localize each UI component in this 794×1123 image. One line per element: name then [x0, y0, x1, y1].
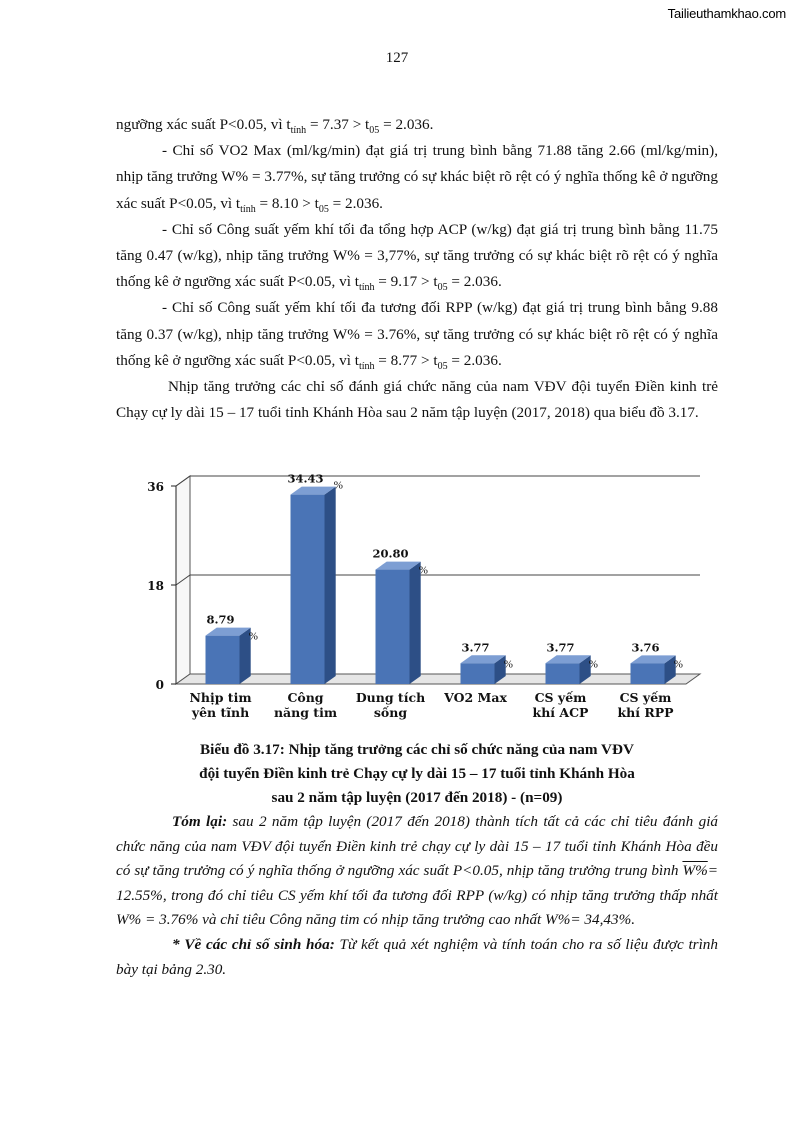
text-run: = 2.036. — [379, 116, 434, 133]
overline-symbol: W% — [682, 862, 708, 880]
x-tick-label: khí RPP — [617, 705, 674, 720]
data-label: 3.77 — [461, 640, 490, 655]
text-run: - Chỉ số Công suất yếm khí tối đa tương đối RPP (w/kg) đạt giá trị trung bình bằng 9.88 tăng 0.37 (w/kg), nhịp tăng trưởng W% = 3.76%, sự tăng trưởng có sự khác biệt rõ rệt có ý nghĩa thống kê ở ngưỡng xác suất P<0.05, vì t — [116, 299, 718, 369]
data-unit: % — [248, 630, 258, 643]
subscript: tính — [290, 125, 307, 137]
paragraph-acp — [116, 217, 718, 296]
x-tick-label: năng tim — [273, 705, 338, 720]
body-text — [116, 112, 718, 426]
text-run: ngưỡng xác suất P<0.05, vì t — [116, 116, 291, 133]
x-tick-label: yên tĩnh — [191, 705, 250, 720]
summary-paragraph — [116, 810, 718, 933]
subscript: tính — [240, 203, 256, 215]
x-tick-label: CS yếm — [619, 690, 672, 705]
subscript: 05 — [437, 282, 448, 294]
x-tick-label: Dung tích — [355, 690, 426, 705]
paragraph-rpp — [116, 295, 718, 374]
biochem-label: * Về các chỉ số sinh hóa: — [172, 935, 335, 953]
subscript: tính — [358, 360, 375, 372]
x-tick-label: Công — [287, 690, 324, 705]
paragraph-vo2max — [116, 138, 718, 217]
text-run: sau 2 năm tập luyện (2017 đến 2018) thành tích tất cả các chỉ tiêu đánh giá chức năng của nam VĐV đội tuyển Điền kinh trẻ chạy cự ly dài 15 – 17 tuổi tỉnh Khánh Hòa đều có sự tăng trưởng có ý nghĩa thống ở ngưỡng xác suất P<0.05, nhịp tăng trưởng trung bình — [116, 813, 719, 880]
x-tick-label: sống — [373, 705, 408, 720]
y-tick-label: 0 — [155, 678, 164, 692]
text-run: = 2.036. — [447, 351, 502, 369]
x-tick-label: CS yếm — [534, 690, 587, 705]
data-unit: % — [588, 658, 598, 671]
paragraph-intro-chart: Nhịp tăng trưởng các chỉ số đánh giá chức năng của nam VĐV đội tuyển Điền kinh trẻ Chạy cự ly dài 15 – 17 tuổi tỉnh Khánh Hòa sau 2 năm tập luyện (2017, 2018) qua biểu đồ 3.17. — [116, 378, 718, 422]
text-run: Từ kết quả xét nghiệm và tính toán cho ra số liệu được trình bày tại bảng 2.30. — [116, 935, 718, 978]
text-run: = 8.77 > t — [374, 351, 438, 369]
data-label: 34.43 — [287, 471, 324, 486]
text-run: = 8.10 > t — [255, 194, 319, 212]
bar — [206, 636, 240, 684]
data-label: 20.80 — [372, 546, 409, 561]
bar — [291, 495, 325, 684]
text-run: = 2.036. — [447, 273, 502, 291]
subscript: tính — [358, 282, 375, 294]
y-tick-label: 18 — [147, 579, 164, 593]
chart-floor — [176, 674, 700, 684]
bar-side — [410, 562, 421, 684]
caption-line: đội tuyển Điền kinh trẻ Chạy cự ly dài 15 – 17 tuổi tỉnh Khánh Hòa — [199, 765, 635, 782]
summary-text — [116, 810, 718, 982]
x-tick-label: khí ACP — [532, 705, 589, 720]
bar-side — [325, 487, 336, 684]
bar — [461, 663, 495, 684]
data-label: 3.76 — [631, 640, 660, 655]
subscript: 05 — [318, 203, 329, 215]
text-run: = 9.17 > t — [374, 273, 438, 291]
data-unit: % — [673, 658, 683, 671]
data-label: 3.77 — [546, 640, 575, 655]
caption-line: Biểu đồ 3.17: Nhịp tăng trưởng các chỉ số chức năng của nam VĐV — [200, 741, 634, 758]
chart-figure — [118, 462, 718, 730]
data-unit: % — [418, 564, 428, 577]
page-number: 127 — [385, 50, 409, 66]
summary-label: Tóm lại: — [172, 813, 228, 830]
biochem-paragraph — [116, 933, 718, 982]
gridline — [176, 476, 700, 486]
y-tick-label: 36 — [147, 480, 164, 494]
watermark: Tailieuthamkhao.com — [667, 6, 786, 21]
caption-line: sau 2 năm tập luyện (2017 đến 2018) - (n=09) — [271, 789, 563, 806]
text-run: - Chỉ số Công suất yếm khí tối đa tổng hợp ACP (w/kg) đạt giá trị trung bình bằng 11.75 tăng 0.47 (w/kg), nhịp tăng trưởng W% = 3,77%, sự tăng trưởng có sự khác biệt rõ rệt có ý nghĩa thống kê ở ngưỡng xác suất P<0.05, vì t — [116, 220, 718, 291]
x-tick-label: VO2 Max — [444, 690, 507, 705]
text-run: = 7.37 > t — [306, 116, 370, 133]
data-unit: % — [333, 479, 343, 492]
data-unit: % — [503, 658, 513, 671]
chart-caption — [116, 738, 718, 810]
text-run: = 2.036. — [328, 194, 383, 212]
subscript: 05 — [437, 360, 448, 372]
gridline — [176, 575, 700, 585]
text-run: - Chỉ số VO2 Max (ml/kg/min) đạt giá trị trung bình bằng 71.88 tăng 2.66 (ml/kg/min), nhịp tăng trưởng W% = 3.77%, sự tăng trưởng có sự khác biệt rõ rệt có ý nghĩa thống kê ở ngưỡng xác suất P<0.05, vì t — [116, 142, 718, 212]
paragraph-1 — [116, 112, 718, 138]
text-run: = 12.55%, trong đó chỉ tiêu CS yếm khí tối đa tương đối RPP (w/kg) có nhịp tăng trưởng thấp nhất W% = 3.76% và chỉ tiêu Công năng tim có nhịp tăng trưởng cao nhất W%= 34,43%. — [116, 862, 718, 929]
bar-chart — [118, 462, 718, 730]
bar — [631, 663, 665, 684]
subscript: 05 — [369, 125, 380, 137]
data-label: 8.79 — [206, 612, 235, 627]
bar — [376, 570, 410, 684]
bar — [546, 663, 580, 684]
x-tick-label: Nhịp tim — [189, 690, 252, 705]
